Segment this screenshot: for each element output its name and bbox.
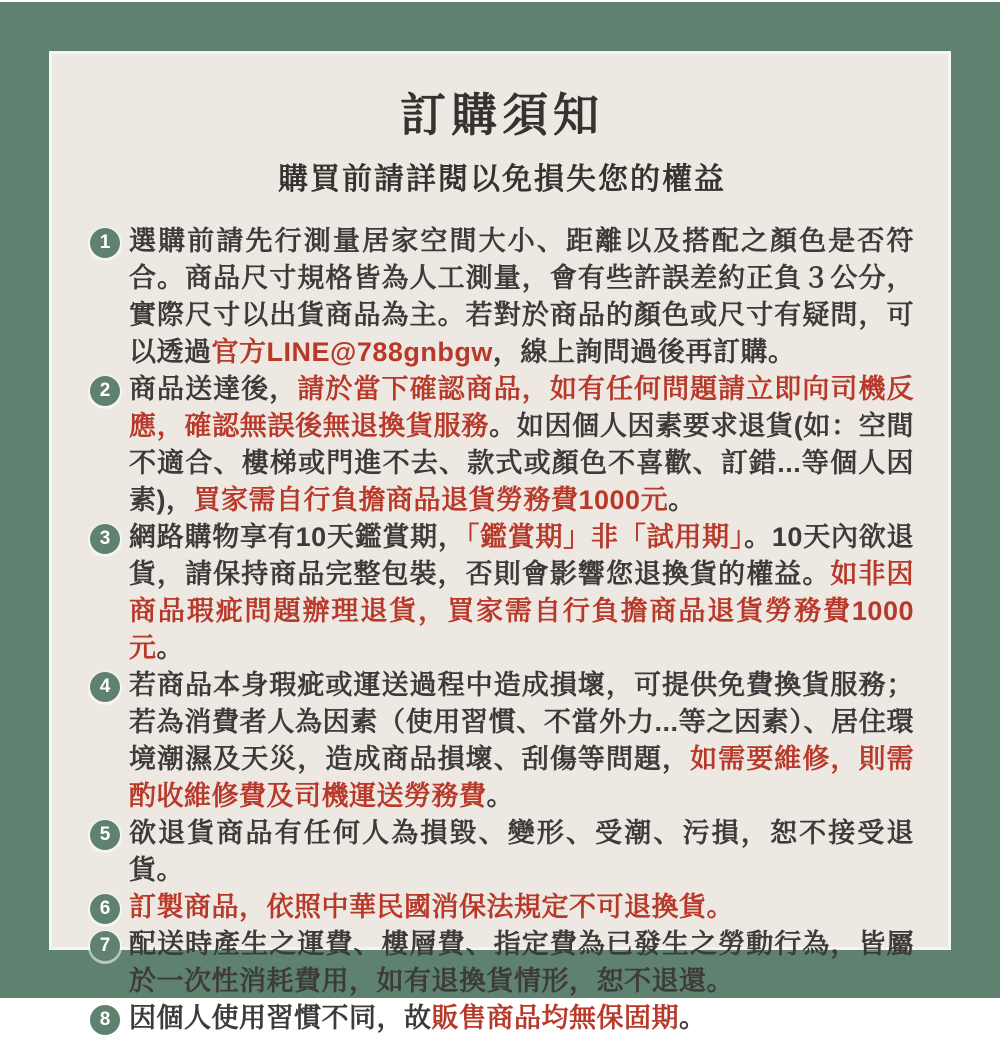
notice-panel xyxy=(52,54,948,1033)
notice-text-segment: 。 xyxy=(679,1003,707,1033)
notice-item xyxy=(90,926,914,1000)
notice-text-segment: 如需要維修，則需酌收維修費及司機運送勞務費 xyxy=(129,744,915,811)
notice-text-segment: 選購前請先行測量居家空間大小、距離以及搭配之顏色是否符合。商品尺寸規格皆為人工測量，會有些許誤差約正負３公分，實際尺寸以出貨商品為主。若對於商品的顏色或尺寸有疑問，可以透過 xyxy=(129,226,914,367)
notice-text-segment: 如非因商品瑕疵問題辦理退貨，買家需自行負擔商品退貨勞務費1000元 xyxy=(129,559,915,663)
notice-number-badge: 5 xyxy=(90,820,120,850)
notice-item xyxy=(90,371,914,519)
notice-text-segment: 官方LINE@788gnbgw xyxy=(211,337,493,367)
notice-text xyxy=(129,667,914,815)
notice-number-badge: 4 xyxy=(90,672,120,702)
notice-text-segment: 。 xyxy=(156,633,184,663)
notice-text xyxy=(129,926,914,1000)
notice-text xyxy=(129,519,914,667)
notice-text-segment: ，線上詢問過後再訂購。 xyxy=(492,337,796,367)
notice-list xyxy=(90,223,914,1037)
notice-text-segment: 。 xyxy=(668,485,696,515)
notice-text-segment: 請於當下確認商品，如有任何問題請立即向司機反應，確認無誤後無退換貨服務 xyxy=(129,374,915,441)
notice-number-badge: 3 xyxy=(90,524,120,554)
notice-text-segment: 。如因個人因素要求退貨(如：空間不適合、樓梯或門進不去、款式或顏色不喜歡、訂錯...等個人因素)， xyxy=(129,411,914,515)
notice-text-segment: 配送時產生之運費、樓層費、指定費為已發生之勞動行為，皆屬於一次性消耗費用，如有退換貨情形，恕不退還。 xyxy=(129,929,914,996)
notice-text xyxy=(129,371,914,519)
page-subtitle: 購買前請詳閱以免損失您的權益 xyxy=(278,163,726,196)
notice-text-segment: 買家需自行負擔商品退貨勞務費1000元 xyxy=(193,485,669,515)
notice-text-segment: 因個人使用習慣不同，故 xyxy=(129,1003,432,1033)
notice-text xyxy=(129,1000,707,1037)
notice-item xyxy=(90,1000,914,1037)
notice-item xyxy=(90,223,914,371)
notice-text-segment: 商品送達後， xyxy=(129,374,298,404)
notice-text-segment: 「鑑賞期」非「試用期」 xyxy=(465,522,745,552)
green-frame xyxy=(0,2,1000,1033)
notice-text-segment: 。10天內欲退貨，請保持商品完整包裝，否則會影響您退換貨的權益。 xyxy=(129,522,914,589)
notice-text-segment: 訂製商品，依照中華民國消保法規定不可退換貨。 xyxy=(129,892,734,922)
page-title: 訂購須知 xyxy=(400,89,604,141)
notice-number-badge: 1 xyxy=(90,228,120,258)
notice-text-segment: 販售商品均無保固期 xyxy=(431,1003,679,1033)
notice-text xyxy=(129,889,734,926)
notice-text-segment: 。 xyxy=(486,781,514,811)
notice-text-segment: 網路購物享有10天鑑賞期， xyxy=(129,522,466,552)
notice-text-segment: 若商品本身瑕疵或運送過程中造成損壞，可提供免費換貨服務；若為消費者人為因素（使用習慣、不當外力...等之因素）、居住環境潮濕及天災，造成商品損壞、刮傷等問題， xyxy=(129,670,914,774)
notice-number-badge: 2 xyxy=(90,376,120,406)
notice-item xyxy=(90,519,914,667)
notice-number-badge: 8 xyxy=(90,1005,120,1035)
notice-text-segment: 欲退貨商品有任何人為損毀、變形、受潮、污損，恕不接受退貨。 xyxy=(129,818,914,885)
notice-item xyxy=(90,667,914,815)
notice-item xyxy=(90,815,914,889)
notice-number-badge: 7 xyxy=(90,931,120,961)
notice-item xyxy=(90,889,914,926)
notice-text xyxy=(129,815,914,889)
notice-number-badge: 6 xyxy=(90,894,120,924)
notice-text xyxy=(129,223,914,371)
